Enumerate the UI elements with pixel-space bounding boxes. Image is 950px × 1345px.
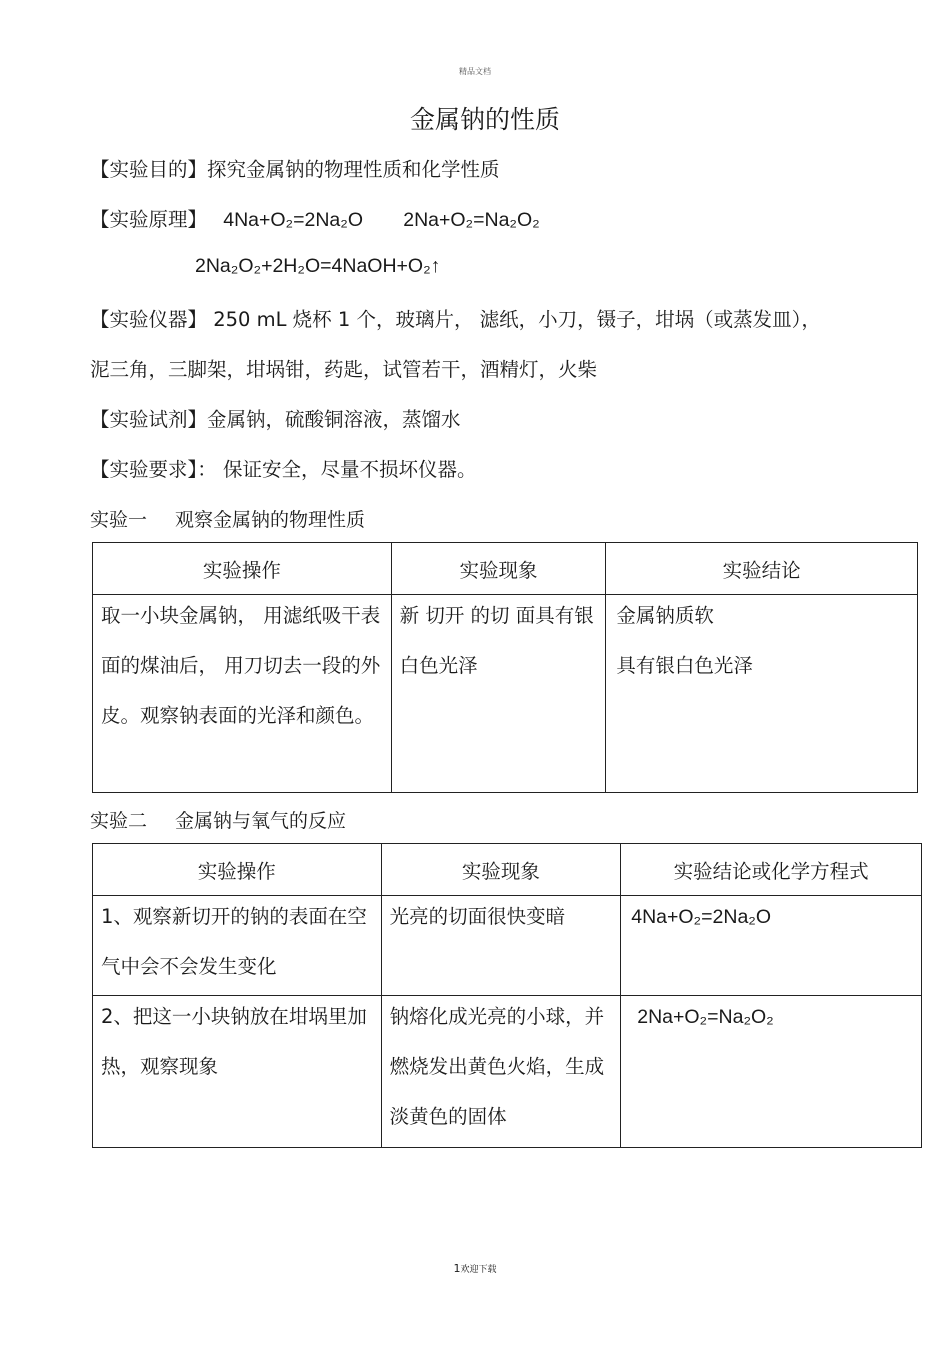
experiment-1-label: 实验一 — [90, 509, 148, 531]
conclusion-cell: 4Na+O₂=2Na₂O — [621, 896, 922, 996]
phenomenon-cell: 光亮的切面很快变暗 — [381, 896, 621, 996]
header-operation: 实验操作 — [93, 844, 382, 896]
principle-label: 【实验原理】 — [90, 208, 208, 231]
reagents-line: 【实验试剂】金属钠，硫酸铜溶液，蒸馏水 — [90, 408, 461, 431]
operation-cell: 1、观察新切开的钠的表面在空气中会不会发生变化 — [93, 896, 382, 996]
footer-text: 欢迎下载 — [460, 1265, 497, 1275]
page-title: 金属钠的性质 — [409, 105, 560, 134]
table-header-row — [93, 844, 922, 896]
conclusion-soft: 金属钠质软 — [616, 604, 714, 627]
experiment-2-table — [92, 843, 922, 1148]
experiment-2-heading — [90, 806, 346, 833]
header-conclusion: 实验结论或化学方程式 — [621, 844, 922, 896]
page-number: 1 — [453, 1262, 461, 1275]
experiment-2-label: 实验二 — [90, 810, 148, 832]
phenomenon-cell: 钠熔化成光亮的小球，并燃烧发出黄色火焰，生成淡黄色的固体 — [381, 996, 621, 1148]
experiment-1-table — [92, 542, 918, 793]
table-row — [93, 996, 922, 1148]
table-header-row — [93, 543, 918, 595]
requirements-line: 【实验要求】： 保证安全，尽量不损坏仪器。 — [90, 458, 477, 481]
purpose-line: 【实验目的】探究金属钠的物理性质和化学性质 — [90, 158, 500, 181]
operation-cell: 取一小块金属钠， 用滤纸吸干表面的煤油后， 用刀切去一段的外皮。观察钠表面的光泽和颜色。 — [93, 595, 392, 793]
header-phenomenon: 实验现象 — [381, 844, 621, 896]
instruments-line-1: 【实验仪器】 250 mL 烧杯 1 个，玻璃片， 滤纸，小刀，镊子，坩埚（或蒸发皿）， — [90, 308, 821, 331]
principle-line — [90, 204, 540, 232]
conclusion-luster: 具有银白色光泽 — [616, 654, 753, 677]
experiment-2-name: 金属钠与氧气的反应 — [175, 810, 347, 832]
conclusion-cell — [606, 595, 918, 793]
table-row — [93, 595, 918, 793]
header-note: 精品文档 — [459, 67, 491, 76]
principle-equation-1: 4Na+O₂=2Na₂O — [223, 209, 364, 231]
page-footer — [0, 1262, 950, 1275]
instruments-line-2: 泥三角，三脚架，坩埚钳，药匙，试管若干，酒精灯，火柴 — [90, 358, 598, 381]
header-conclusion: 实验结论 — [606, 543, 918, 595]
table-row — [93, 896, 922, 996]
operation-cell: 2、把这一小块钠放在坩埚里加热，观察现象 — [93, 996, 382, 1148]
conclusion-cell: 2Na+O₂=Na₂O₂ — [621, 996, 922, 1148]
phenomenon-cell: 新 切开 的切 面具有银白色光泽 — [391, 595, 606, 793]
principle-equation-3: 2Na₂O₂+2H₂O=4NaOH+O₂↑ — [195, 255, 441, 277]
experiment-1-name: 观察金属钠的物理性质 — [175, 509, 366, 531]
header-operation: 实验操作 — [93, 543, 392, 595]
experiment-1-heading — [90, 505, 365, 532]
principle-equation-2: 2Na+O₂=Na₂O₂ — [403, 209, 540, 231]
header-phenomenon: 实验现象 — [391, 543, 606, 595]
